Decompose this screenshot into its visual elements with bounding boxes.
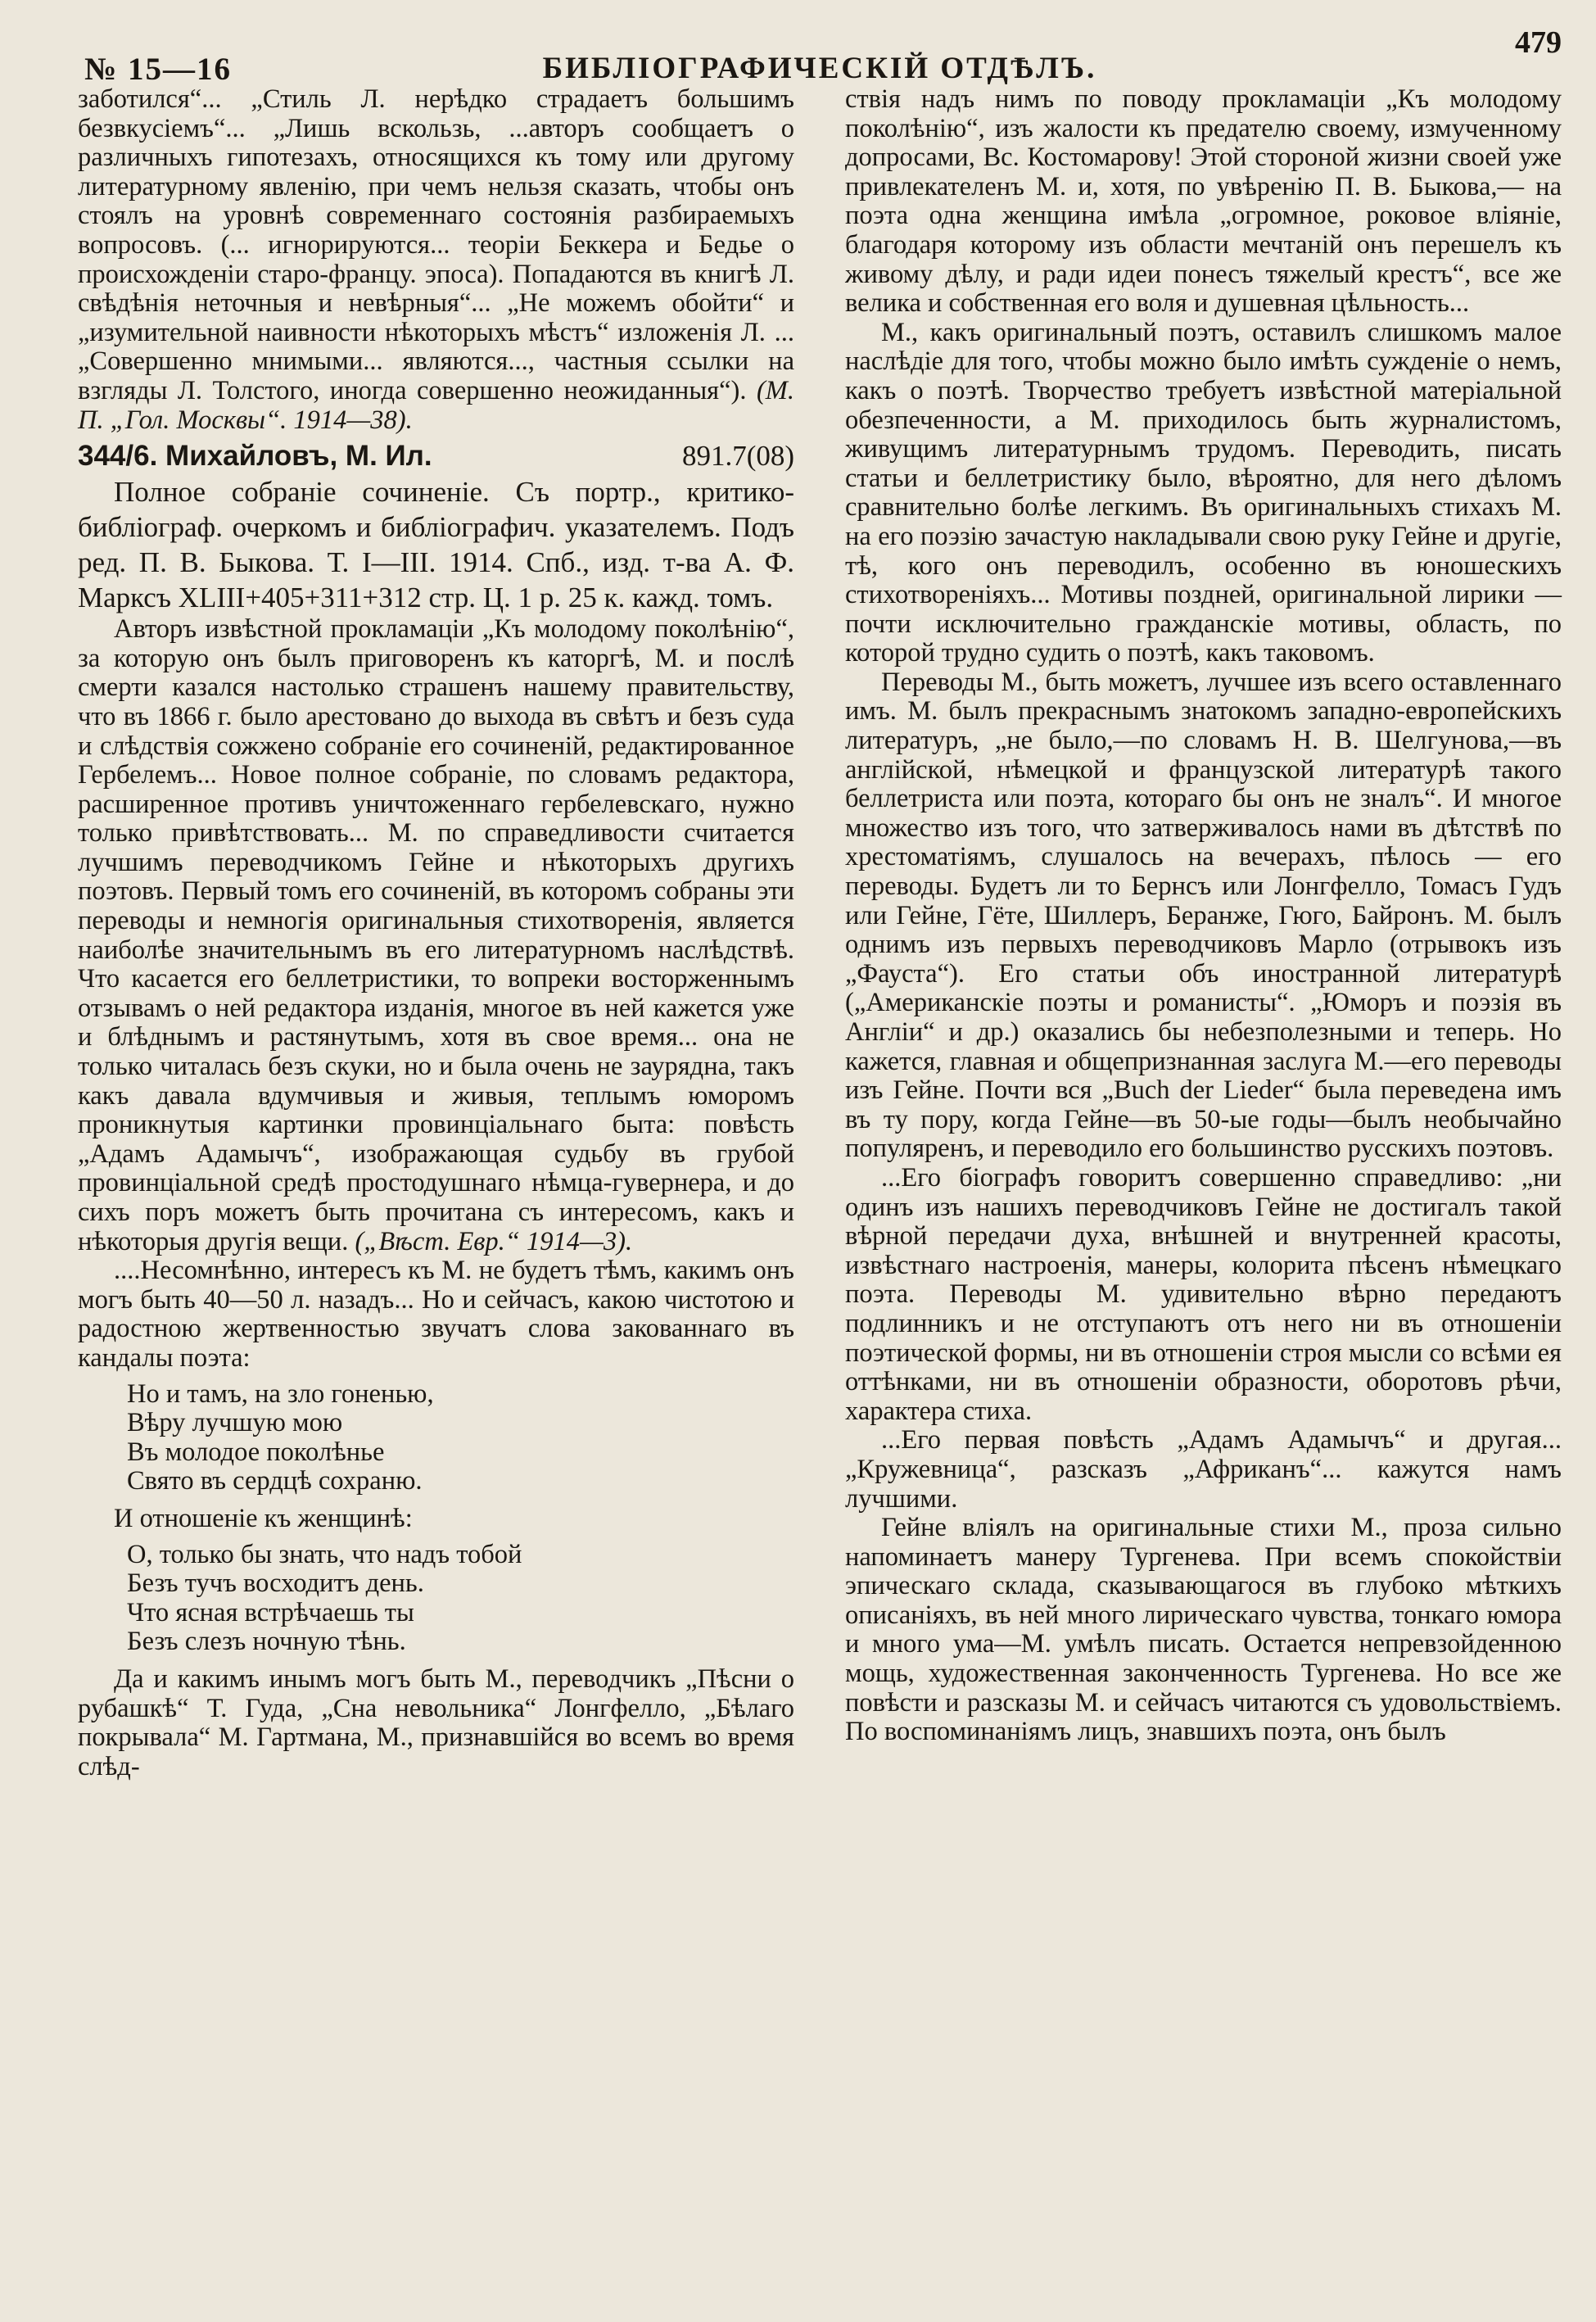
review-paragraph: ...Его первая повѣсть „Адамъ Адамычъ“ и другая... „Кружевница“, разсказъ „Африканъ“... кажутся намъ лучшими.: [845, 1425, 1562, 1514]
right-column: [845, 85, 1562, 1781]
source-citation: (М. П. „Гол. Москвы“. 1914—38).: [78, 375, 794, 435]
page-number: 479: [1515, 25, 1562, 60]
review-paragraph: М., какъ оригинальный поэтъ, оставилъ слишкомъ малое наслѣдіе для того, чтобы можно было имѣть сужденіе о немъ, какъ о поэтѣ. Творчество требуетъ извѣстной матеріальной обезпеченности, а М. приходилось быть журналистомъ, живущимъ литературнымъ трудомъ. Переводить, писать статьи и беллетристику было, вѣроятно, для него дѣломъ сравнительно болѣе легкимъ. Въ оригинальныхъ стихахъ М. на его поэзію зачастую накладывали свою руку Гейне и другіе, тѣ, кого онъ переводилъ, особенно въ юношескихъ стихотвореніяхъ... Мотивы поздней, оригинальной лирики — почти исключительно гражданскіе мотивы, область, по которой трудно судить о поэтѣ, какъ таковомъ.: [845, 317, 1562, 668]
review-paragraph: ....Несомнѣнно, интересъ къ М. не будетъ тѣмъ, какимъ онъ могъ быть 40—50 л. назадъ... Но и сейчасъ, какою чистотою и радостною жертвенностью звучатъ слова закованнаго въ кандалы поэта:: [78, 1256, 794, 1373]
verse-line: Вѣру лучшую мою: [127, 1408, 343, 1438]
review-paragraph: ствія надъ нимъ по поводу прокламаціи „Къ молодому поколѣнію“, изъ жалости къ предателю своему, измученному допросами, Вс. Костомарову! Этой стороной жизни своей уже привлекателенъ М. и, хотя, по увѣренію П. В. Быкова,— на поэта одна женщина имѣла „огромное, роковое вліяніе, благодаря которому изъ области мечтаній онъ перешелъ къ живому дѣлу, и ради идеи понесъ тяжелый крестъ“, все же велика и собственная его воля и душевная цѣльность...: [845, 84, 1562, 319]
review-paragraph: Переводы М., быть можетъ, лучшее изъ всего оставленнаго имъ. М. былъ прекраснымъ знатокомъ западно-европейскихъ литературъ, „не было,—по словамъ Н. В. Шелгунова,—въ англійской, нѣмецкой и французской литературѣ такого беллетриста или поэта, котораго бы онъ не зналъ“. И многое множество изъ того, что затверживалось нами въ дѣтствѣ по хрестоматіямъ, слушалось на вечерахъ, пѣлось — его переводы. Будетъ ли то Бернсъ или Лонгфелло, Томасъ Гудъ или Гейне, Гёте, Шиллеръ, Беранже, Гюго, Байронъ. М. былъ однимъ изъ первыхъ переводчиковъ Марло (отрывокъ изъ „Фауста“). Его статьи объ иностранной литературѣ („Американскіе поэты и романисты“. „Юморъ и поэзія въ Англіи“ и др.) оказались бы небезполезными и теперь. Но кажется, главная и общепризнанная заслуга М.—его переводы изъ Гейне. Почти вся „Buch der Lieder“ была переведена имъ въ ту пору, когда Гейне—въ 50-ые годы—былъ необычайно популяренъ, и переводило его большинство русскихъ поэтовъ.: [845, 667, 1562, 1164]
review-paragraph: ...Его біографъ говоритъ совершенно справедливо: „ни одинъ изъ нашихъ переводчиковъ Гейне не достигалъ такой вѣрной передачи духа, внѣшней и внутренней красоты, извѣстнаго настроенія, манеры, колорита пѣсенъ нѣмецкаго поэта. Переводы М. удивительно вѣрно передаютъ подлинникъ и не отступаютъ отъ него ни въ отношеніи поэтической формы, ни въ отношеніи строя мысли со всѣми ея оттѣнками, ни въ отношеніи образности, оборотовъ рѣчи, характера стиха.: [845, 1162, 1562, 1426]
verse-line: Но и тамъ, на зло гоненью,: [127, 1378, 434, 1409]
bibliographic-description: Полное собраніе сочиненіе. Съ портр., критико-библіограф. очеркомъ и библіографич. указателемъ. Подъ ред. П. В. Быкова. Т. I—III. 1914. Спб., изд. т-ва А. Ф. Марксъ XLIII+405+311+312 стр. Ц. 1 р. 25 к. кажд. томъ.: [78, 476, 794, 614]
verse-line: Свято въ сердцѣ сохраню.: [127, 1466, 423, 1496]
entry-heading: [78, 438, 794, 474]
left-column: [78, 85, 794, 1781]
section-title: БИБЛІОГРАФИЧЕСКІЙ ОТДѢЛЪ.: [542, 52, 1097, 85]
review-quote-text: заботился“... „Стиль Л. нерѣдко страдаетъ большимъ безвкусіемъ“... „Лишь вскользь, ...авторъ сообщаетъ о различныхъ гипотезахъ, относящихся къ тому или другому литературному явленію, при чемъ нельзя сказать, чтобы онъ стоялъ на уровнѣ современнаго состоянія разбираемыхъ вопросовъ. (... игнорируются... теоріи Беккера и Бедье о происхожденіи старо-францу. эпоса). Попадаются въ книгѣ Л. свѣдѣнія неточныя и невѣрныя“... „Не можемъ обойти“ и „изумительной наивности нѣкоторыхъ мѣстъ“ изложенія Л. ...„Совершенно мнимыми... являются..., частныя ссылки на взгляды Л. Толстого, иногда совершенно неожиданныя“).: [78, 84, 794, 405]
review-paragraph: Гейне вліялъ на оригинальные стихи М., проза сильно напоминаетъ манеру Тургенева. При всемъ спокойствіи эпическаго склада, сказывающагося въ глубоко мѣткихъ описаніяхъ, въ ней много лирическаго чувства, тонкаго юмора и много ума—М. умѣлъ писать. Остается непревзойденною мощь, художественная законченность Тургенева. Но все же повѣсти и разсказы М. и сейчасъ читаются съ удовольствіемъ. По воспоминаніямъ лицъ, знавшихъ поэта, онъ былъ: [845, 1513, 1562, 1747]
review-paragraph: [78, 615, 794, 1256]
review-paragraph: И отношеніе къ женщинѣ:: [114, 1503, 413, 1533]
verse-line: О, только бы знать, что надъ тобой: [127, 1539, 522, 1569]
verse-line: Что ясная встрѣчаешь ты: [127, 1597, 414, 1627]
issue-number: № 15—16: [84, 52, 232, 87]
entry-number-author: 344/6. Михайловъ, М. Ил.: [78, 440, 432, 473]
source-citation: („Вѣст. Евр.“ 1914—3).: [355, 1226, 633, 1256]
verse-line: Безъ тучъ восходитъ день.: [127, 1568, 424, 1599]
running-head: [78, 20, 1562, 85]
verse-quote: [127, 1541, 794, 1657]
verse-line: Въ молодое поколѣнье: [127, 1437, 385, 1467]
classification-code: 891.7(08): [681, 440, 794, 473]
review-paragraph: Да и какимъ инымъ могъ быть М., переводчикъ „Пѣсни о рубашкѣ“ Т. Гуда, „Сна невольника“ Лонгфелло, „Бѣлаго покрывала“ М. Гартмана, М., признавшійся во всемъ во время слѣд-: [78, 1663, 794, 1781]
verse-line: Безъ слезъ ночную тѣнь.: [127, 1627, 406, 1657]
text-columns: [78, 85, 1562, 1781]
verse-quote: [127, 1380, 794, 1496]
review-quote-end: [78, 85, 794, 435]
review-text: Авторъ извѣстной прокламаціи „Къ молодому поколѣнію“, за которую онъ былъ приговоренъ къ каторгѣ, М. и послѣ смерти казался настолько страшенъ нашему правительству, что въ 1866 г. было арестовано до выхода въ свѣтъ и безъ суда и слѣдствія сожжено собраніе его сочиненій, редактированное Гербелемъ... Новое полное собраніе, по словамъ редактора, расширенное противъ уничтоженнаго гербелевскаго, нужно только привѣтствовать... М. по справедливости считается лучшимъ переводчикомъ Гейне и нѣкоторыхъ другихъ поэтовъ. Первый томъ его сочиненій, въ которомъ собраны эти переводы и немногія оригинальныя стихотворенія, является наиболѣе значительнымъ въ его литературномъ наслѣдствѣ. Что касается его беллетристики, то вопреки восторженнымъ отзывамъ о ней редактора изданія, многое въ ней кажется уже и блѣднымъ и растянутымъ, хотя въ свое время... она не только читалась безъ скуки, но и была очень не заурядна, такъ какъ давала вдумчивыя и живыя, теплымъ юморомъ проникнутыя картинки провинціальнаго быта: повѣсть „Адамъ Адамычъ“, изображающая судьбу въ грубой провинціальной средѣ простодушнаго нѣмца-гувернера, и до сихъ поръ можетъ быть прочитана съ интересомъ, какъ и нѣкоторыя другія вещи.: [78, 614, 794, 1256]
